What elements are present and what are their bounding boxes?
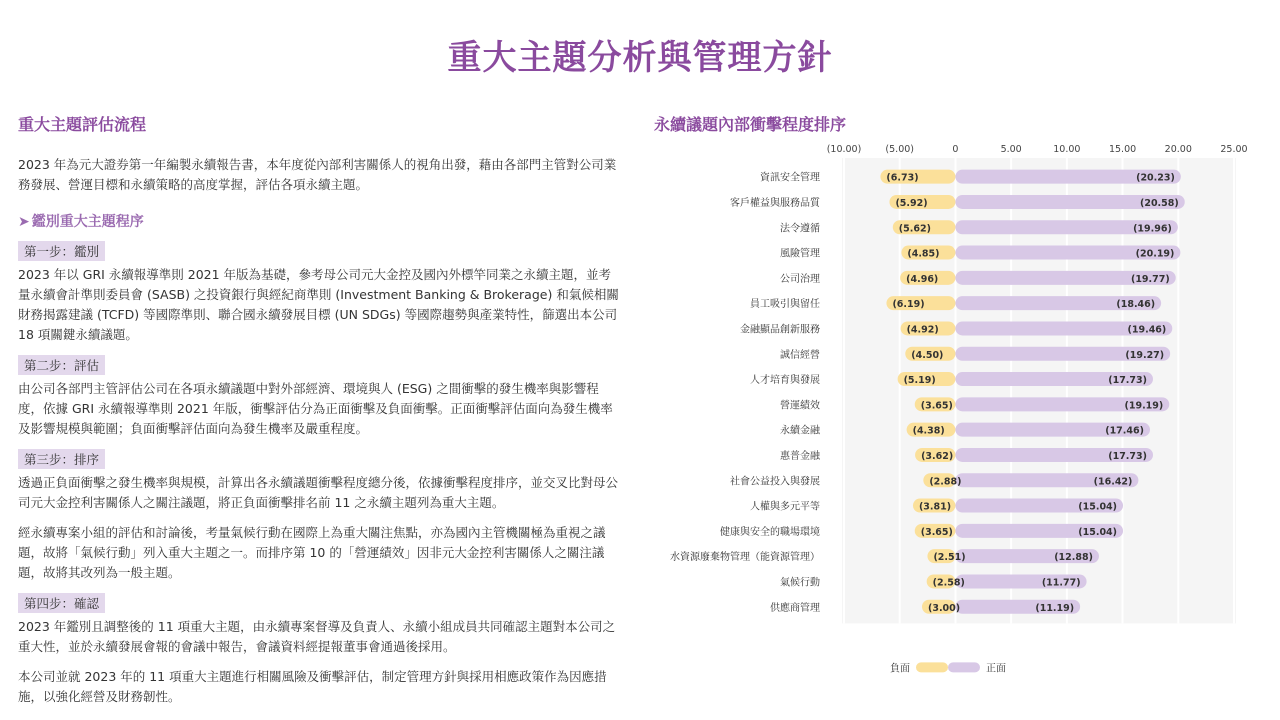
category-label: 永續金融: [780, 425, 820, 437]
legend-negative-label: 負面: [890, 663, 910, 675]
category-label: 人權與多元平等: [750, 501, 820, 513]
category-label: 氣候行動: [780, 577, 820, 589]
category-label: 公司治理: [780, 273, 820, 285]
category-label: 人才培育與發展: [750, 375, 820, 387]
negative-value-label: (4.96): [906, 273, 939, 285]
tick-label: 25.00: [1220, 144, 1248, 155]
negative-value-label: (3.00): [928, 602, 961, 614]
negative-value-label: (3.62): [921, 450, 954, 462]
step-label: 第三步：排序: [18, 449, 105, 469]
negative-value-label: (4.85): [907, 248, 940, 260]
positive-value-label: (11.19): [1035, 602, 1075, 614]
category-label: 社會公益投入與發展: [730, 476, 820, 488]
tick-label: 5.00: [1000, 144, 1022, 155]
category-label: 水資源廢棄物管理（能資源管理）: [670, 552, 820, 564]
intro-paragraph: 2023 年為元大證券第一年編製永續報告書，本年度從內部利害關係人的視角出發，藉由各部門主管對公司業務發展、營運目標和永續策略的高度掌握，評估各項永續主題。: [18, 157, 617, 192]
positive-value-label: (17.46): [1105, 425, 1144, 437]
step-paragraph: 由公司各部門主管評估公司在各項永續議題中對外部經濟、環境與人 (ESG) 之間衝擊的發生機率與影響程度，依據 GRI 永續報導準則 2021 年版，衝擊評估分為正面衝擊及負面衝擊。正面衝擊評估面向為發生機率及影響規模與範圍；負面衝擊評估面向為發生機率及嚴重程度。: [18, 381, 613, 436]
steps-list: [18, 241, 622, 707]
step-label: 第一步：鑑別: [18, 241, 105, 261]
tick-label: 15.00: [1108, 144, 1137, 155]
page-title: 重大主題分析與管理方針: [447, 38, 833, 78]
chart-title: 永續議題內部衝擊程度排序: [654, 115, 847, 134]
negative-value-label: (4.92): [906, 324, 939, 336]
tick-label: 10.00: [1053, 144, 1081, 155]
category-label: 風險管理: [780, 248, 820, 260]
negative-value-label: (6.19): [892, 299, 925, 311]
category-label: 誠信經營: [780, 349, 820, 361]
right-column: [654, 112, 1264, 675]
tick-label: 0: [952, 144, 959, 155]
positive-value-label: (12.88): [1054, 552, 1093, 564]
positive-value-label: (19.19): [1124, 400, 1164, 412]
negative-value-label: (5.92): [895, 197, 928, 209]
negative-value-label: (2.58): [932, 577, 965, 589]
sub-title-text: 鑑別重大主題程序: [31, 214, 144, 230]
positive-value-label: (20.58): [1140, 197, 1179, 209]
tick-label: (10.00): [826, 144, 862, 155]
positive-value-label: (20.19): [1135, 248, 1175, 260]
tick-label: 20.00: [1164, 144, 1192, 155]
legend-negative-swatch: [916, 662, 948, 672]
negative-value-label: (5.62): [898, 223, 931, 235]
positive-value-label: (19.46): [1127, 324, 1167, 336]
category-label: 供應商管理: [770, 602, 820, 614]
step-label: 第二步：評估: [18, 355, 105, 375]
category-label: 金融顯品創新服務: [740, 324, 820, 336]
category-label: 惠普金融: [780, 450, 820, 462]
positive-value-label: (19.96): [1133, 223, 1172, 235]
negative-value-label: (3.81): [918, 501, 952, 513]
category-label: 資訊安全管理: [760, 172, 820, 184]
left-column: [18, 112, 622, 717]
negative-value-label: (4.50): [911, 349, 944, 361]
step-paragraph: 透過正負面衝擊之發生機率與規模，計算出各永續議題衝擊程度總分後，依據衝擊程度排序，並交叉比對母公司元大金控利害關係人之關注議題，將正負面衝擊排名前 11 之永續主題列為重大主題。: [18, 475, 619, 510]
negative-value-label: (5.19): [903, 375, 936, 387]
category-label: 營運績效: [780, 400, 820, 412]
negative-value-label: (3.65): [920, 400, 953, 412]
step-label: 第四步：確認: [18, 593, 105, 613]
positive-value-label: (19.77): [1130, 273, 1170, 285]
category-label: 員工吸引與留任: [750, 299, 820, 311]
positive-value-label: (17.73): [1108, 375, 1147, 387]
positive-value-label: (17.73): [1108, 450, 1147, 462]
legend-positive-label: 正面: [986, 663, 1006, 675]
step-paragraph: 2023 年以 GRI 永續報導準則 2021 年版為基礎，參考母公司元大金控及國內外標竿同業之永續主題，並考量永續會計準則委員會 (SASB) 之投資銀行與經紀商準則 (Investment Banking & Brokerage) 和氣候相關財務揭露建議 (TCFD) 等國際準則、聯合國永續發展目標 (UN SDGs) 等國際趨勢與產業特性，篩選出本公司 18 項關鍵永續議題。: [18, 267, 619, 342]
step-paragraph: 經永續專案小組的評估和討論後，考量氣候行動在國際上為重大關注焦點，亦為國內主管機關極為重視之議題，故將「氣候行動」列入重大主題之一。而排序第 10 的「營運績效」因非元大金控利害關係人之關注議題，故將其改列為一般主題。: [18, 525, 606, 580]
negative-value-label: (3.65): [920, 526, 953, 538]
positive-value-label: (16.42): [1093, 476, 1133, 488]
step-paragraph: 2023 年鑑別且調整後的 11 項重大主題，由永續專案督導及負責人、永續小組成員共同確認主題對本公司之重大性，並於永續發展會報的會議中報告，會議資料經提報董事會通過後採用。: [18, 619, 616, 654]
step-paragraph: 本公司並就 2023 年的 11 項重大主題進行相關風險及衝擊評估，制定管理方針與採用相應政策作為因應措施，以強化經營及財務韌性。: [18, 669, 607, 704]
positive-value-label: (11.77): [1041, 577, 1081, 589]
category-label: 健康與安全的職場環境: [720, 526, 820, 538]
positive-value-label: (15.04): [1078, 526, 1118, 538]
negative-value-label: (2.88): [929, 476, 962, 488]
positive-value-label: (18.46): [1116, 299, 1156, 311]
category-label: 法令遵循: [780, 223, 820, 235]
tick-label: (5.00): [885, 144, 915, 155]
sub-title: [18, 211, 622, 231]
arrow-icon: ➤: [18, 214, 30, 230]
legend-positive-swatch: [948, 662, 980, 672]
positive-value-label: (15.04): [1078, 501, 1118, 513]
section-title: 重大主題評估流程: [18, 115, 147, 134]
impact-ranking-chart: [654, 136, 1264, 681]
positive-value-label: (19.27): [1125, 349, 1165, 361]
negative-value-label: (2.51): [933, 552, 966, 564]
negative-value-label: (4.38): [912, 425, 945, 437]
category-label: 客戶權益與服務品質: [730, 197, 820, 209]
negative-value-label: (6.73): [886, 172, 919, 184]
positive-value-label: (20.23): [1136, 172, 1175, 184]
